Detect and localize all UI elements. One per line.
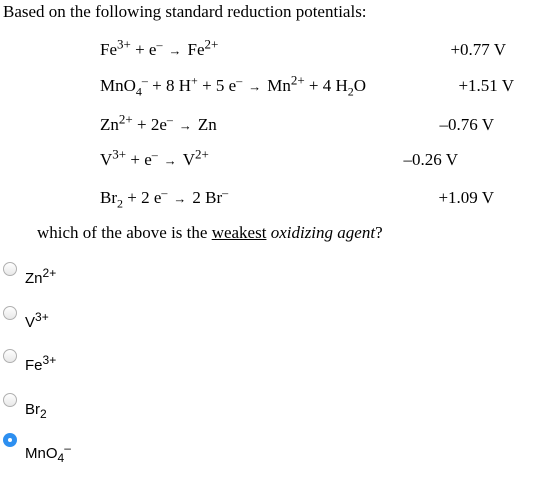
reactant-electron: + e — [130, 40, 157, 59]
reactant: Zn — [100, 115, 119, 134]
reaction-row-5 — [100, 185, 229, 211]
arrow-icon: → — [248, 79, 262, 94]
radio-button[interactable] — [3, 393, 17, 407]
charge: 3+ — [117, 36, 131, 52]
answer-option-4[interactable] — [3, 393, 543, 433]
option-sub: 2 — [40, 407, 47, 421]
charge: – — [156, 37, 163, 52]
charge: – — [141, 73, 148, 88]
product: Fe — [187, 40, 205, 59]
arrow-icon: → — [163, 153, 177, 168]
reactant: V — [100, 150, 113, 169]
charge: 3+ — [112, 146, 127, 162]
option-label[interactable] — [25, 310, 49, 331]
option-sup: 2+ — [42, 266, 57, 280]
radio-button[interactable] — [3, 349, 17, 363]
option-sub: 4 — [57, 451, 65, 465]
option-sup: 3+ — [42, 353, 57, 367]
reaction-row-3 — [100, 111, 217, 135]
reactant: Fe — [100, 40, 117, 59]
product: V — [182, 150, 196, 169]
option-base: Fe — [25, 357, 43, 374]
potential-2: +1.51 V — [458, 76, 514, 95]
arrow-icon: → — [173, 191, 187, 206]
option-base: Br — [25, 401, 40, 418]
option-label[interactable] — [25, 353, 57, 374]
question-post: ? — [375, 223, 383, 242]
arrow-icon: → — [178, 118, 192, 133]
reactant-electron: + 5 e — [197, 76, 237, 95]
answer-option-5[interactable] — [3, 433, 543, 473]
option-label[interactable] — [25, 441, 71, 465]
option-label[interactable] — [25, 401, 47, 421]
charge: 2+ — [204, 36, 219, 52]
subscript: 2 — [117, 196, 123, 211]
charge: 2+ — [195, 146, 209, 162]
question-pre: which of the above is the — [37, 223, 212, 242]
subscript: 2 — [347, 84, 354, 99]
question-italic: oxidizing agent — [270, 223, 376, 242]
reaction-row-4 — [100, 146, 209, 170]
reactant-electron: + e — [126, 150, 152, 169]
answer-option-3[interactable] — [3, 349, 543, 389]
radio-button[interactable] — [3, 306, 17, 320]
question-underlined: weakest — [211, 223, 267, 242]
charge: – — [161, 185, 168, 200]
option-base: MnO — [25, 445, 58, 462]
charge: + — [191, 73, 198, 88]
radio-button-selected[interactable] — [3, 433, 17, 447]
option-base: Zn — [25, 270, 43, 287]
reactant-proton: + 8 H — [147, 76, 192, 95]
reactant-electron: + 2 e — [123, 188, 162, 207]
answer-option-2[interactable] — [3, 306, 543, 346]
potential-3: –0.76 V — [439, 115, 494, 134]
product-water: + 4 H — [304, 76, 348, 95]
option-label[interactable] — [25, 266, 57, 287]
product: Mn — [267, 76, 291, 95]
charge: – — [236, 73, 243, 88]
potential-1: +0.77 V — [450, 40, 506, 59]
option-sup: – — [64, 441, 71, 455]
reaction-row-1 — [100, 36, 219, 60]
reaction-row-2 — [100, 72, 367, 99]
arrow-icon: → — [168, 43, 182, 58]
potential-5: +1.09 V — [438, 188, 494, 207]
charge: – — [151, 147, 158, 162]
question-text — [37, 223, 383, 243]
product-water-end: O — [353, 76, 367, 95]
intro-text: Based on the following standard reduction potentials: — [3, 2, 367, 21]
charge: – — [166, 112, 173, 127]
product: Zn — [197, 115, 217, 134]
charge: 2+ — [118, 111, 133, 127]
product: 2 Br — [192, 188, 223, 207]
radio-button[interactable] — [3, 262, 17, 276]
option-sup: 3+ — [35, 310, 49, 324]
reactant: Br — [100, 188, 117, 207]
potential-4: –0.26 V — [403, 150, 458, 169]
option-base: V — [25, 314, 36, 331]
charge: 2+ — [290, 72, 305, 88]
charge: – — [222, 185, 229, 200]
reactant-electron: + 2e — [132, 115, 167, 134]
subscript: 4 — [135, 84, 142, 99]
answer-option-1[interactable] — [3, 262, 543, 302]
reactant: MnO — [100, 76, 136, 95]
